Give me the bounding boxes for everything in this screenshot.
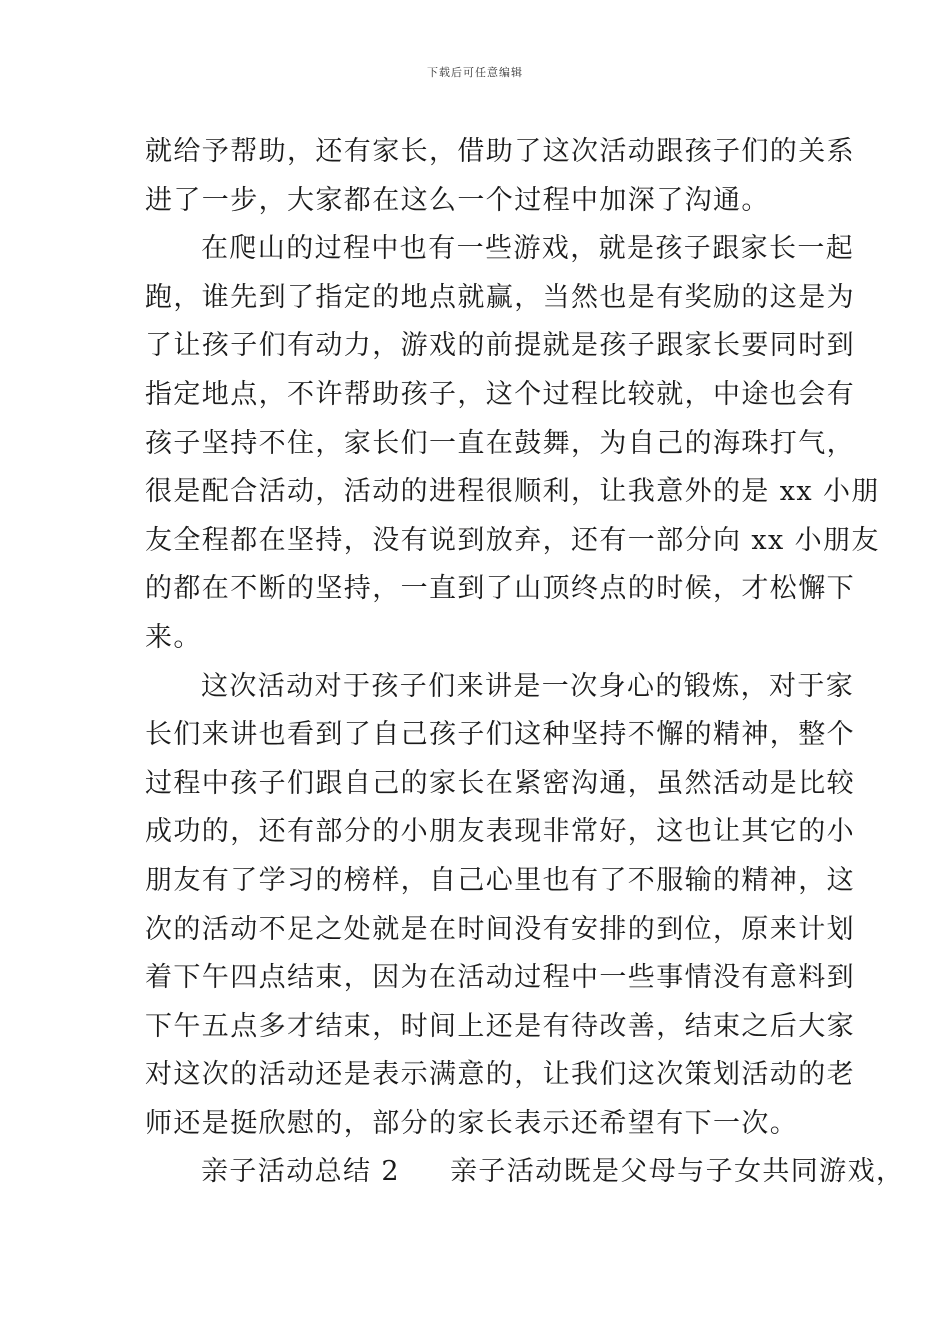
text-line: 对这次的活动还是表示满意的，让我们这次策划活动的老 — [145, 1059, 855, 1091]
text-line: 着下午四点结束，因为在活动过程中一些事情没有意料到 — [145, 962, 855, 994]
page-header: 下载后可任意编辑 — [427, 66, 523, 79]
text-line: 孩子坚持不住，家长们一直在鼓舞，为自己的海珠打气， — [145, 427, 855, 459]
text-line: 友全程都在坚持，没有说到放弃，还有一部分向 xx 小朋友 — [145, 524, 880, 556]
text-line: 次的活动不足之处就是在时间没有安排的到位，原来计划 — [145, 913, 855, 945]
text-line: 跑，谁先到了指定的地点就赢，当然也是有奖励的这是为 — [145, 281, 855, 313]
text-line: 就给予帮助，还有家长，借助了这次活动跟孩子们的关系 — [145, 136, 855, 167]
text-line: 师还是挺欣慰的，部分的家长表示还希望有下一次。 — [145, 1107, 799, 1139]
text-line: 了让孩子们有动力，游戏的前提就是孩子跟家长要同时到 — [145, 330, 855, 362]
text-line: 很是配合活动，活动的进程很顺利，让我意外的是 xx 小朋 — [145, 476, 880, 508]
text-line: 过程中孩子们跟自己的家长在紧密沟通，虽然活动是比较 — [145, 767, 855, 799]
document-body — [145, 128, 905, 1197]
text-line: 的都在不断的坚持，一直到了山顶终点的时候，才松懈下 — [145, 573, 855, 605]
paragraph-start-line: 这次活动对于孩子们来讲是一次身心的锻炼，对于家 — [201, 670, 855, 702]
text-line: 指定地点，不许帮助孩子，这个过程比较就，中途也会有 — [145, 378, 855, 410]
text-line: 下午五点多才结束，时间上还是有待改善，结束之后大家 — [145, 1010, 855, 1042]
section-text: 亲子活动既是父母与子女共同游戏， — [449, 1156, 905, 1188]
text-line: 成功的，还有部分的小朋友表现非常好，这也让其它的小 — [145, 816, 855, 848]
text-line: 朋友有了学习的榜样，自己心里也有了不服输的精神，这 — [145, 864, 855, 896]
section-title: 亲子活动总结 2 — [201, 1156, 400, 1188]
text-line: 来。 — [145, 621, 202, 653]
section-line — [145, 1148, 905, 1197]
paragraph-start-line: 在爬山的过程中也有一些游戏，就是孩子跟家长一起 — [201, 233, 855, 265]
text-line: 进了一步，大家都在这么一个过程中加深了沟通。 — [145, 184, 770, 216]
text-line: 长们来讲也看到了自己孩子们这种坚持不懈的精神，整个 — [145, 719, 855, 751]
